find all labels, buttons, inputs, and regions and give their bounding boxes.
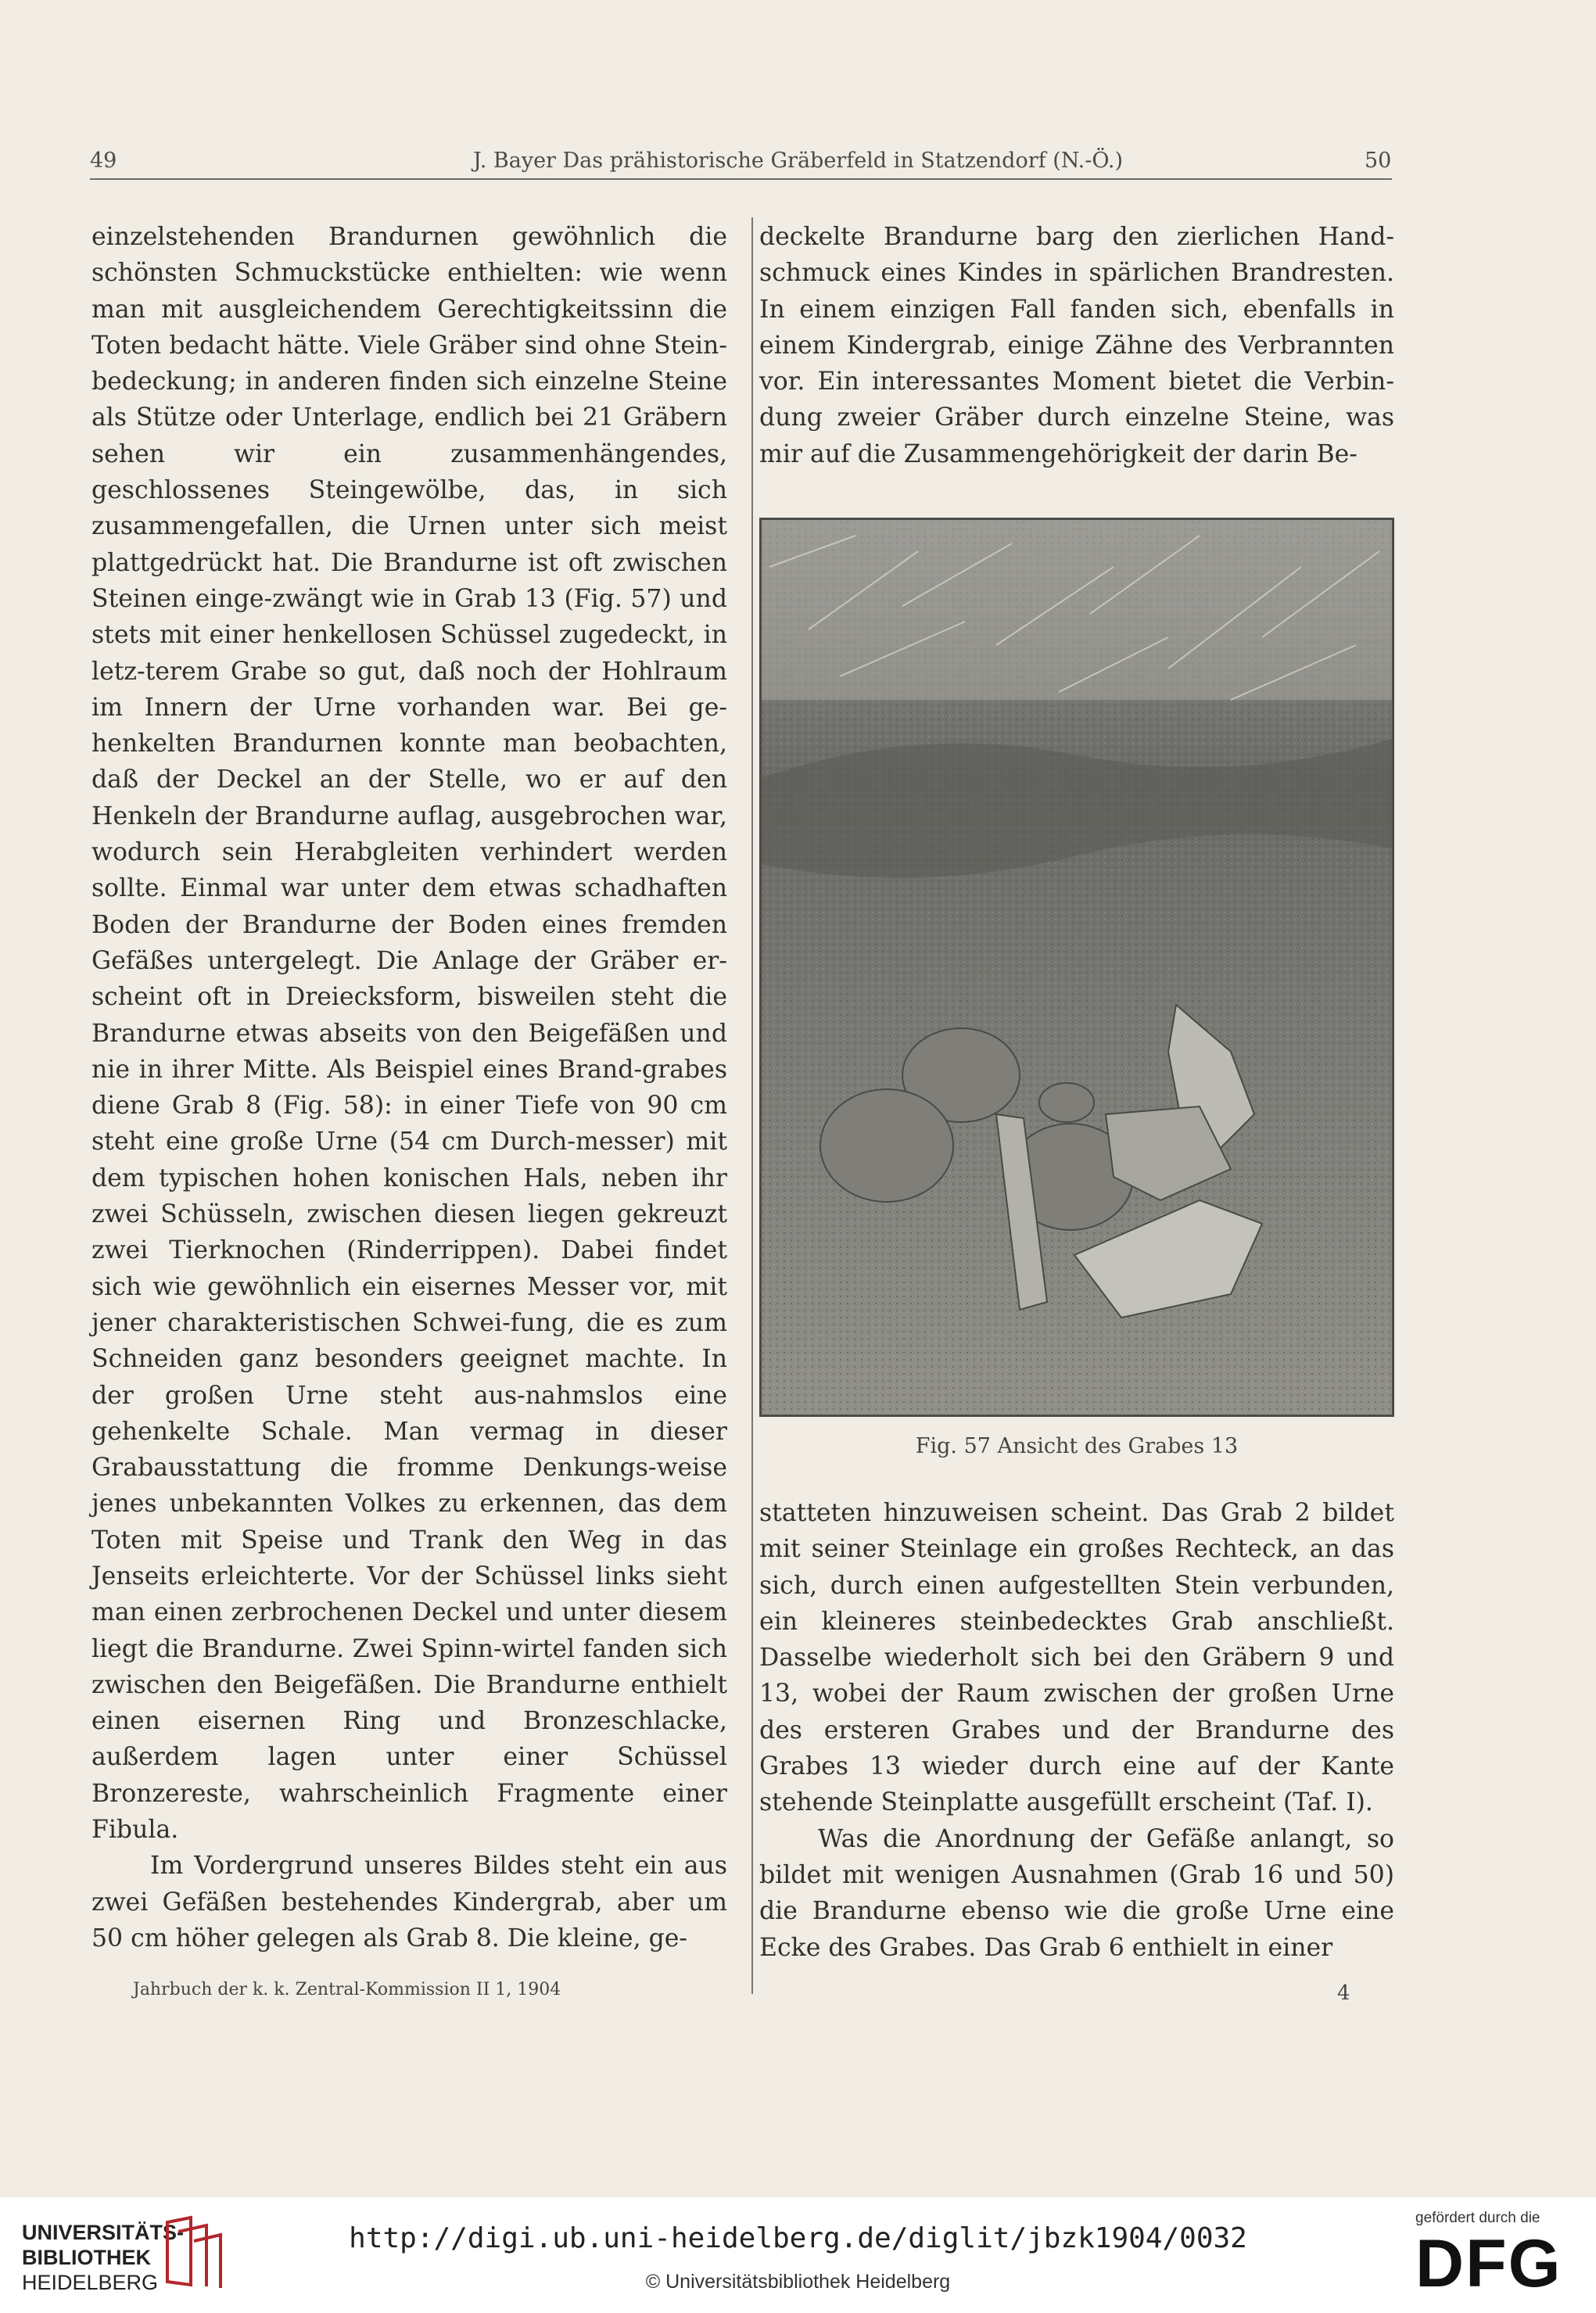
library-name-line1: UNIVERSITÄTS- [22, 2221, 185, 2244]
right-paragraph-2: Was die Anordnung der Gefäße anlangt, so bildet mit wenigen Ausnahmen (Grab 16 und 50) die Brandurne ebenso wie die große Urne eine Ecke des Grabes. Das Grab 6 enthielt in einer [759, 1824, 1394, 1962]
figure-photo [759, 518, 1394, 1417]
column-divider [751, 217, 753, 1994]
left-paragraph-1: einzelstehenden Brandurnen gewöhnlich die schönsten Schmuckstücke enthielten: wie wenn man mit ausgleichendem Gerechtigkeitssinn die Toten bedacht hätte. Viele Gräber sind ohne Stein-bedeckung; in anderen finden sich einzelne Steine als Stütze oder Unterlage, endlich bei 21 Gräbern sehen wir ein zusammenhängendes, geschlossenes Steingewölbe, das, in sich zusammengefallen, die Urnen unter sich meist plattgedrückt hat. Die Brandurne ist oft zwischen Steinen einge-zwängt wie in Grab 13 (Fig. 57) und stets mit einer henkellosen Schüssel zugedeckt, in letz-terem Grabe so gut, daß noch der Hohlraum im Innern der Urne vorhanden war. Bei ge-henkelten Brandurnen konnte man beobachten, daß der Deckel an der Stelle, wo er auf den Henkeln der Brandurne auflag, ausgebrochen war, wodurch sein Herabgleiten verhindert werden sollte. Einmal war unter dem etwas schadhaften Boden der Brandurne der Boden eines fremden Gefäßes untergelegt. Die Anlage der Gräber er-scheint oft in Dreiecksform, bisweilen steht die Brandurne etwas abseits von den Beigefäßen und nie in ihrer Mitte. Als Beispiel eines Brand-grabes diene Grab 8 (Fig. 58): in einer Tiefe von 90 cm steht eine große Urne (54 cm Durch-messer) mit dem typischen hohen konischen Hals, neben ihr zwei Schüsseln, zwischen diesen liegen gekreuzt zwei Tierknochen (Rinderrippen). Dabei findet sich wie gewöhnlich ein eisernes Messer vor, mit jener charakteristischen Schwei-fung, die es zum Schneiden ganz besonders geeignet machte. In der großen Urne steht aus-nahmslos eine gehenkelte Schale. Man vermag in dieser Grabausstattung die fromme Denkungs-weise jenes unbekannten Volkes zu erkennen, das dem Toten mit Speise und Trank den Weg in das Jenseits erleichterte. Vor der Schüssel links sieht man einen zerbrochenen Deckel und unter diesem liegt die Brandurne. Zwei Spinn-wirtel fanden sich zwischen den Beigefäßen. Die Brandurne enthielt einen eisernen Ring und Bronzeschlacke, außerdem lagen unter einer Schüssel Bronzereste, wahrscheinlich Fragmente einer Fibula. [91, 223, 727, 1845]
page-number-right: 50 [1365, 149, 1392, 173]
permalink-url[interactable]: http://digi.ub.uni-heidelberg.de/diglit/jbzk1904/0032 [349, 2222, 1247, 2254]
right-paragraph-top: deckelte Brandurne barg den zierlichen Hand-schmuck eines Kindes in spärlichen Brandresten. In einem einzigen Fall fanden sich, ebenfalls in einem Kindergrab, einige Zähne des Verbrannten vor. Ein interessantes Moment bietet die Verbin-dung zweier Gräber durch einzelne Steine, was mir auf die Zusammengehörigkeit der darin Be- [759, 223, 1394, 468]
copyright-notice: © Universitätsbibliothek Heidelberg [645, 2271, 951, 2293]
library-name-line2: BIBLIOTHEK [22, 2246, 151, 2269]
header-rule [90, 178, 1392, 180]
right-column-top [759, 219, 1394, 472]
funding-note: gefördert durch die [1415, 2210, 1540, 2226]
left-paragraph-2: Im Vordergrund unseres Bildes steht ein aus zwei Gefäßen bestehendes Kindergrab, aber um 50 cm höher gelegen als Grab 8. Die kleine, ge- [91, 1852, 727, 1953]
library-name-line3: HEIDELBERG [22, 2271, 159, 2294]
library-bar [0, 2197, 1596, 2313]
left-column [91, 219, 727, 1956]
page-number-left: 49 [90, 149, 117, 173]
signature-mark: 4 [1337, 1981, 1350, 2005]
right-column-bottom [759, 1495, 1394, 1966]
dfg-logo: DFG [1415, 2226, 1562, 2301]
running-header-title: J. Bayer Das prähistorische Gräberfeld in Statzendorf (N.-Ö.) [472, 149, 1123, 173]
right-paragraph-1: statteten hinzuweisen scheint. Das Grab 2 bildet mit seiner Steinlage ein großes Rechteck, an das sich, durch einen aufgestellten Stein verbunden, ein kleineres steinbedecktes Grab anschließt. Dasselbe wiederholt sich bei den Gräbern 9 und 13, wobei der Raum zwischen der großen Urne des ersteren Grabes und der Brandurne des Grabes 13 wieder durch eine auf der Kante stehende Steinplatte ausgefüllt erscheint (Taf. I). [759, 1499, 1394, 1817]
grave-photo [762, 520, 1392, 1415]
figure-caption: Fig. 57 Ansicht des Grabes 13 [915, 1434, 1239, 1458]
journal-footer: Jahrbuch der k. k. Zentral-Kommission II 1, 1904 [133, 1980, 561, 1999]
